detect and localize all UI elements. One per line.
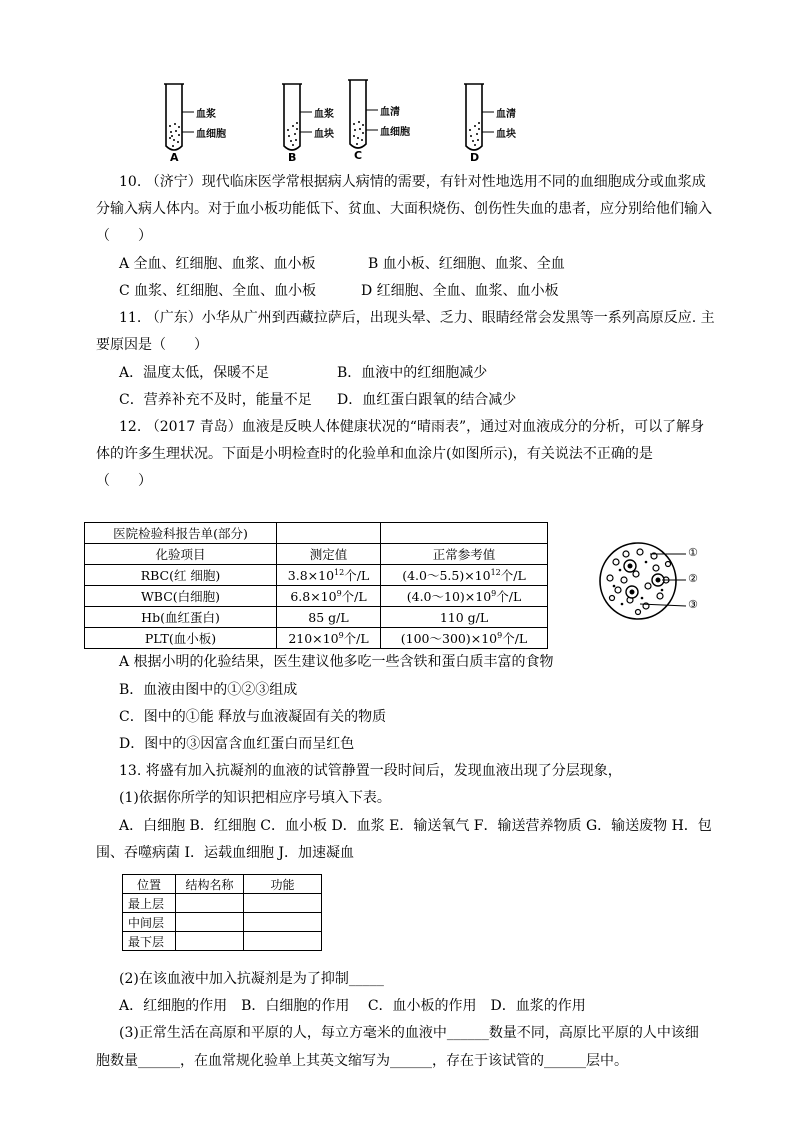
q10-option-b: B 血小板、红细胞、血浆、全血 (368, 256, 565, 272)
report-title-row (85, 523, 548, 544)
report-value-rbc: $3.8\times 10^{12}$个/L (277, 565, 381, 586)
q11-option-d: D．血红蛋白跟氧的结合减少 (337, 392, 517, 408)
tube-a-top-label: 血浆 (196, 109, 216, 120)
tube-d-letter: D (470, 151, 480, 164)
report-header-item: 化验项目 (85, 544, 277, 565)
layer-header-function: 功能 (244, 875, 322, 894)
tube-a-letter: A (170, 151, 179, 164)
report-ref-plt: $(100\sim 300)\times 10^9$个/L (381, 628, 548, 649)
report-item-plt: PLT(血小板) (85, 628, 277, 649)
layer-middle-structure-blank[interactable] (176, 913, 244, 932)
q11-line-2: 要原因是（ ） (96, 337, 208, 353)
q13-subquestion-2: (2)在该血液中加入抗凝剂是为了抑制_____ (119, 971, 384, 987)
report-value-wbc: $6.8\times 10^9$个/L (277, 586, 381, 607)
q12-option-b: B．血液由图中的①②③组成 (119, 682, 298, 698)
tube-c (348, 80, 378, 148)
report-header-reference: 正常参考值 (381, 544, 548, 565)
tube-d (464, 84, 494, 150)
q12-option-c: C．图中的①能 释放与血液凝固有关的物质 (119, 709, 387, 725)
q12-option-a: A 根据小明的化验结果，医生建议他多吃一些含铁和蛋白质丰富的食物 (119, 654, 554, 670)
q13-subquestion-1: (1)依据你所学的知识把相应序号填入下表。 (119, 790, 391, 806)
q12-option-d: D．图中的③因富含血红蛋白而呈红色 (119, 736, 355, 752)
tube-c-letter: C (354, 149, 363, 162)
q11-line-1: 11. （广东）小华从广州到西藏拉萨后，出现头晕、乏力、眼睛经常会发黑等一系列高原反应. 主 (119, 310, 715, 326)
table-row (85, 607, 548, 628)
q10-line-3: （ ） (96, 228, 152, 244)
table-row (123, 932, 322, 951)
q13-subquestion-3-line-1: (3)正常生活在高原和平原的人，每立方毫米的血液中______数量不同，高原比平原的人中该细 (119, 1025, 699, 1041)
q10-option-c: C 血浆、红细胞、全血、血小板 (119, 283, 317, 299)
layer-middle-label: 中间层 (123, 913, 176, 932)
report-header-row (85, 544, 548, 565)
q10-option-d: D 红细胞、全血、血浆、血小板 (361, 283, 559, 299)
q11-option-b: B．血液中的红细胞减少 (337, 365, 488, 381)
report-value-plt: $210\times 10^9$个/L (277, 628, 381, 649)
q12-line-3: （ ） (96, 473, 152, 489)
table-row (85, 586, 548, 607)
q11-option-c: C．营养补充不及时，能量不足 (119, 392, 312, 408)
q13-line-1: 13. 将盛有加入抗凝剂的血液的试管静置一段时间后，发现血液出现了分层现象， (119, 763, 622, 779)
tube-a (164, 84, 194, 150)
layer-answer-table (122, 874, 322, 951)
report-ref-hb: 110 g/L (381, 607, 548, 628)
layer-top-structure-blank[interactable] (176, 894, 244, 913)
smear-label-3: ③ (688, 598, 698, 611)
q13-subquestion-3-line-2: 胞数量______，在血常规化验单上其英文缩写为______，存在于该试管的______层中。 (96, 1053, 628, 1069)
layer-top-function-blank[interactable] (244, 894, 322, 913)
test-tubes-drawing (150, 74, 550, 166)
table-row (123, 894, 322, 913)
q10-line-1: 10. （济宁）现代临床医学常根据病人病情的需要，有针对性地选用不同的血细胞成分或血浆成 (119, 174, 706, 190)
q13-choices-line-1: A．白细胞 B．红细胞 C．血小板 D．血浆 E．输送氧气 F．输送营养物质 G．输送废物 H．包 (119, 818, 712, 834)
report-item-hb: Hb(血红蛋白) (85, 607, 277, 628)
report-item-wbc: WBC(白细胞) (85, 586, 277, 607)
q11-option-a: A．温度太低，保暖不足 (119, 365, 270, 381)
table-row (85, 565, 548, 586)
smear-label-2: ② (688, 572, 698, 585)
layer-header-position: 位置 (123, 875, 176, 894)
tube-c-top-label: 血清 (380, 107, 400, 118)
smear-label-1: ① (688, 546, 698, 559)
layer-top-label: 最上层 (123, 894, 176, 913)
q13-subquestion-2-options: A．红细胞的作用 B．白细胞的作用 C．血小板的作用 D．血浆的作用 (119, 998, 586, 1014)
tube-a-bottom-label: 血细胞 (196, 129, 226, 140)
report-ref-wbc: $(4.0\sim 10)\times 10^9$个/L (381, 586, 548, 607)
report-title: 医院检验科报告单(部分) (85, 523, 277, 544)
tube-d-bottom-label: 血块 (496, 129, 516, 140)
layer-header-structure: 结构名称 (176, 875, 244, 894)
tube-b-letter: B (288, 151, 297, 164)
table-row (85, 628, 548, 649)
q12-line-1: 12. （2017 青岛）血液是反映人体健康状况的“晴雨表”，通过对血液成分的分析，可以了解身 (119, 419, 705, 435)
blood-smear-figure (596, 540, 708, 622)
q10-option-a: A 全血、红细胞、血浆、血小板 (119, 256, 316, 272)
layer-bottom-function-blank[interactable] (244, 932, 322, 951)
q12-line-2: 体的许多生理状况。下面是小明检查时的化验单和血涂片(如图所示)，有关说法不正确的是 (96, 446, 653, 462)
layer-bottom-structure-blank[interactable] (176, 932, 244, 951)
q13-choices-line-2: 围、吞噬病菌 I．运载血细胞 J．加速凝血 (96, 845, 355, 861)
tube-b-top-label: 血浆 (314, 109, 334, 120)
tube-b-bottom-label: 血块 (314, 129, 334, 140)
test-tube-figure (150, 74, 550, 166)
report-header-value: 测定值 (277, 544, 381, 565)
report-value-hb: 85 g/L (277, 607, 381, 628)
q10-line-2: 分输入病人体内。对于血小板功能低下、贫血、大面积烧伤、创伤性失血的患者，应分别给他们输入 (96, 201, 712, 217)
report-ref-rbc: $(4.0\sim 5.5)\times 10^{12}$个/L (381, 565, 548, 586)
report-item-rbc: RBC(红 细胞) (85, 565, 277, 586)
tube-c-bottom-label: 血细胞 (380, 127, 410, 138)
tube-d-top-label: 血清 (496, 109, 516, 120)
table-row (123, 913, 322, 932)
layer-table-header-row (123, 875, 322, 894)
lab-report-table (84, 522, 548, 649)
layer-bottom-label: 最下层 (123, 932, 176, 951)
layer-middle-function-blank[interactable] (244, 913, 322, 932)
tube-b (282, 84, 312, 150)
